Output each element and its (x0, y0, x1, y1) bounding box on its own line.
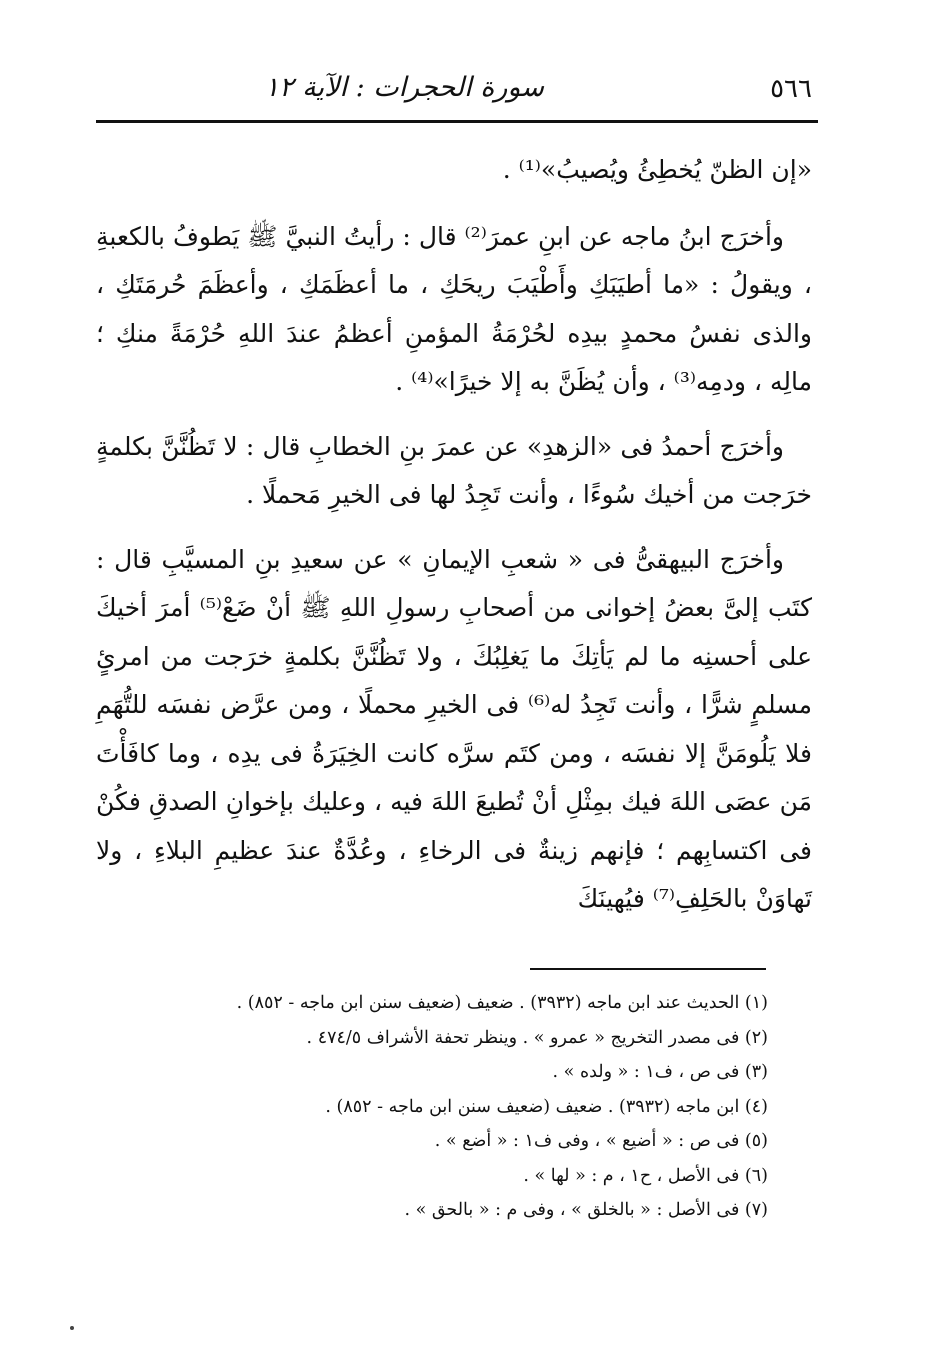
footnote-5: (٥) فى ص : « أضيع » ، وفى ف١ : « أضع » . (434, 1131, 768, 1151)
footnote-7: (٧) فى الأصل : « بالخلق » ، وفى م : « بالحق » . (404, 1200, 768, 1220)
footnote-3: (٣) فى ص ، ف١ : « ولده » . (552, 1062, 768, 1082)
footnote-6: (٦) فى الأصل ، ح١ ، م : « لها » . (523, 1165, 768, 1186)
paragraph-ibn-majah: وأخرَج ابنُ ماجه عن ابنِ عمرَ⁽²⁾ قال : رأيتُ النبيَّ ﷺ يَطوفُ بالكعبةِ ، ويقولُ : «ما أطيَبَكِ وأَطْيَبَ ريحَكِ ، ما أعظَمَكِ ، وأعظَمَ حُرمَتَكِ ، والذى نفسُ محمدٍ بيدِه لحُرْمَةُ المؤمنِ أعظمُ عندَ اللهِ حُرْمَةً منكِ ؛ مالِه ، ودمِه⁽³⁾ ، وأن يُظَنَّ به إلا خيرًا»⁽⁴⁾ . (96, 221, 812, 396)
footnote-2: (٢) فى مصدر التخريج « عمرو » . وينظر تحفة الأشراف ٤٧٤/٥ . (306, 1027, 768, 1048)
page-number: ٥٦٦ (770, 74, 812, 104)
running-title: سورة الحجرات : الآية ١٢ (264, 72, 544, 103)
page-header (96, 68, 812, 112)
scan-speck (70, 1326, 74, 1330)
footnote-divider (530, 968, 766, 970)
paragraph-hadith-quote: «إن الظنّ يُخطِئُ ويُصيبُ»⁽¹⁾ . (502, 155, 812, 184)
header-divider (96, 120, 818, 123)
paragraph-bayhaqi: وأخرَج البيهقىُّ فى « شعبِ الإيمانِ » عن سعيدِ بنِ المسيَّبِ قال : كتَب إلىَّ بعضُ إخوانى من أصحابِ رسولِ اللهِ ﷺ أنْ ضَعْ⁽⁵⁾ أمرَ أخيكَ على أحسنِه ما لم يَأتِكَ ما يَغلِبُكَ ، ولا تَظُنَّنَّ بكلمةٍ خرَجت من امرئٍ مسلمٍ شرًّا ، وأنت تَجِدُ له⁽⁶⁾ فى الخيرِ محملًا ، ومن عرَّض نفسَه للتُّهَمِ فلا يَلُومَنَّ إلا نفسَه ، ومن كتَم سرَّه كانت الخِيَرَةُ فى يدِه ، وما كافَأْتَ مَن عصَى اللهَ فيك بمِثْلِ أنْ تُطيعَ اللهَ فيه ، وعليك بإخوانِ الصدقِ فكُنْ فى اكتسابِهم ؛ فإنهم زينةٌ فى الرخاءِ ، وعُدَّةٌ عندَ عظيمِ البلاءِ ، ولا تَهاوَنْ بالحَلِفِ⁽⁷⁾ فيُهينَكَ (96, 544, 812, 913)
footnote-1: (١) الحديث عند ابن ماجه (٣٩٣٢) . ضعيف (ضعيف سنن ابن ماجه - ٨٥٢) . (236, 993, 768, 1013)
footnote-4: (٤) ابن ماجه (٣٩٣٢) . ضعيف (ضعيف سنن ابن ماجه - ٨٥٢) . (325, 1096, 768, 1117)
main-text (96, 146, 812, 940)
footnotes (160, 986, 768, 1228)
paragraph-ahmad-zuhd: وأخرَج أحمدُ فى «الزهدِ» عن عمرَ بنِ الخطابِ قال : لا تَظُنَّنَّ بكلمةٍ خرَجت من أخيك سُوءًا ، وأنت تَجِدُ لها فى الخيرِ مَحملًا . (96, 431, 812, 509)
